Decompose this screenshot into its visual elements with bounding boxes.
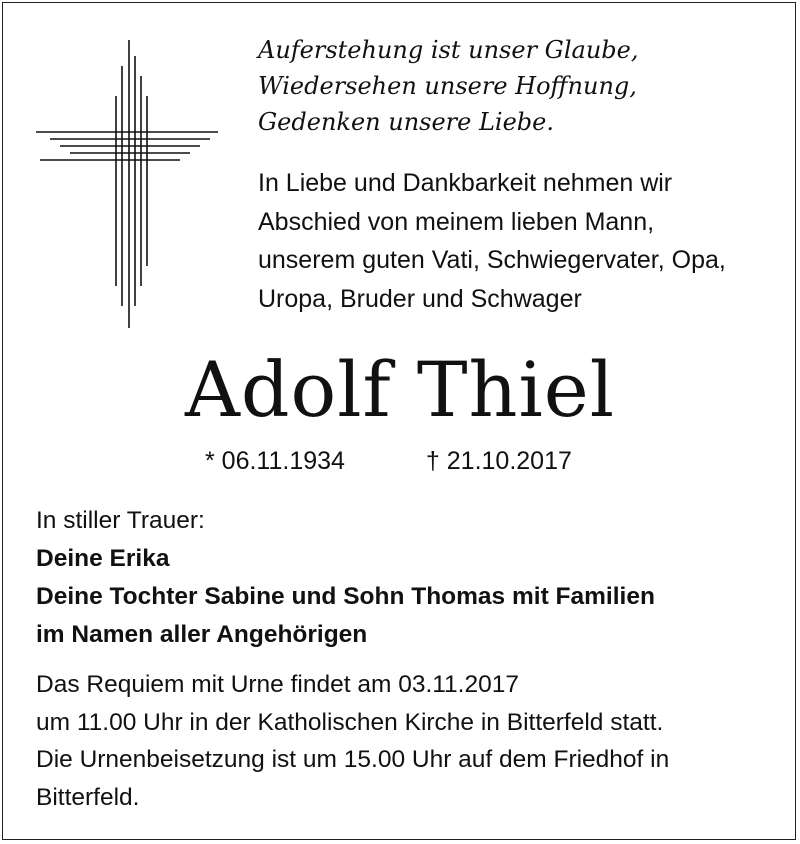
mourner-name: Deine Erika [36,545,170,572]
mourner-name: im Namen aller Angehörigen [36,621,368,648]
service-line: Das Requiem mit Urne findet am 03.11.2017 [36,671,519,698]
intro-line: Abschied von meinem lieben Mann, [258,207,655,236]
service-line: um 11.00 Uhr in der Katholischen Kirche in Bitterfeld statt. [36,708,664,736]
intro-line: unserem guten Vati, Schwiegervater, Opa, [258,246,726,274]
service-line: Bitterfeld. [36,783,140,811]
mourners [36,502,655,654]
poem-line: Gedenken unsere Liebe. [258,108,554,136]
poem-line: Auferstehung ist unser Glaube, [258,36,639,64]
intro-line: In Liebe und Dankbarkeit nehmen wir [258,169,673,197]
cross-icon [30,36,230,336]
death-date: † 21.10.2017 [425,447,572,475]
mourner-name: Deine Tochter Sabine und Sohn Thomas mit Familien [36,583,655,610]
poem [258,32,638,140]
intro-text [258,164,726,318]
poem-line: Wiedersehen unsere Hoffnung, [258,72,637,100]
service-info [36,666,669,816]
birth-date: * 06.11.1934 [205,447,345,475]
intro-line: Uropa, Bruder und Schwager [258,284,582,313]
service-line: Die Urnenbeisetzung ist um 15.00 Uhr auf dem Friedhof in [36,746,670,773]
deceased-name: Adolf Thiel [184,345,616,434]
mourners-heading: In stiller Trauer: [36,507,205,534]
life-dates [205,444,572,478]
